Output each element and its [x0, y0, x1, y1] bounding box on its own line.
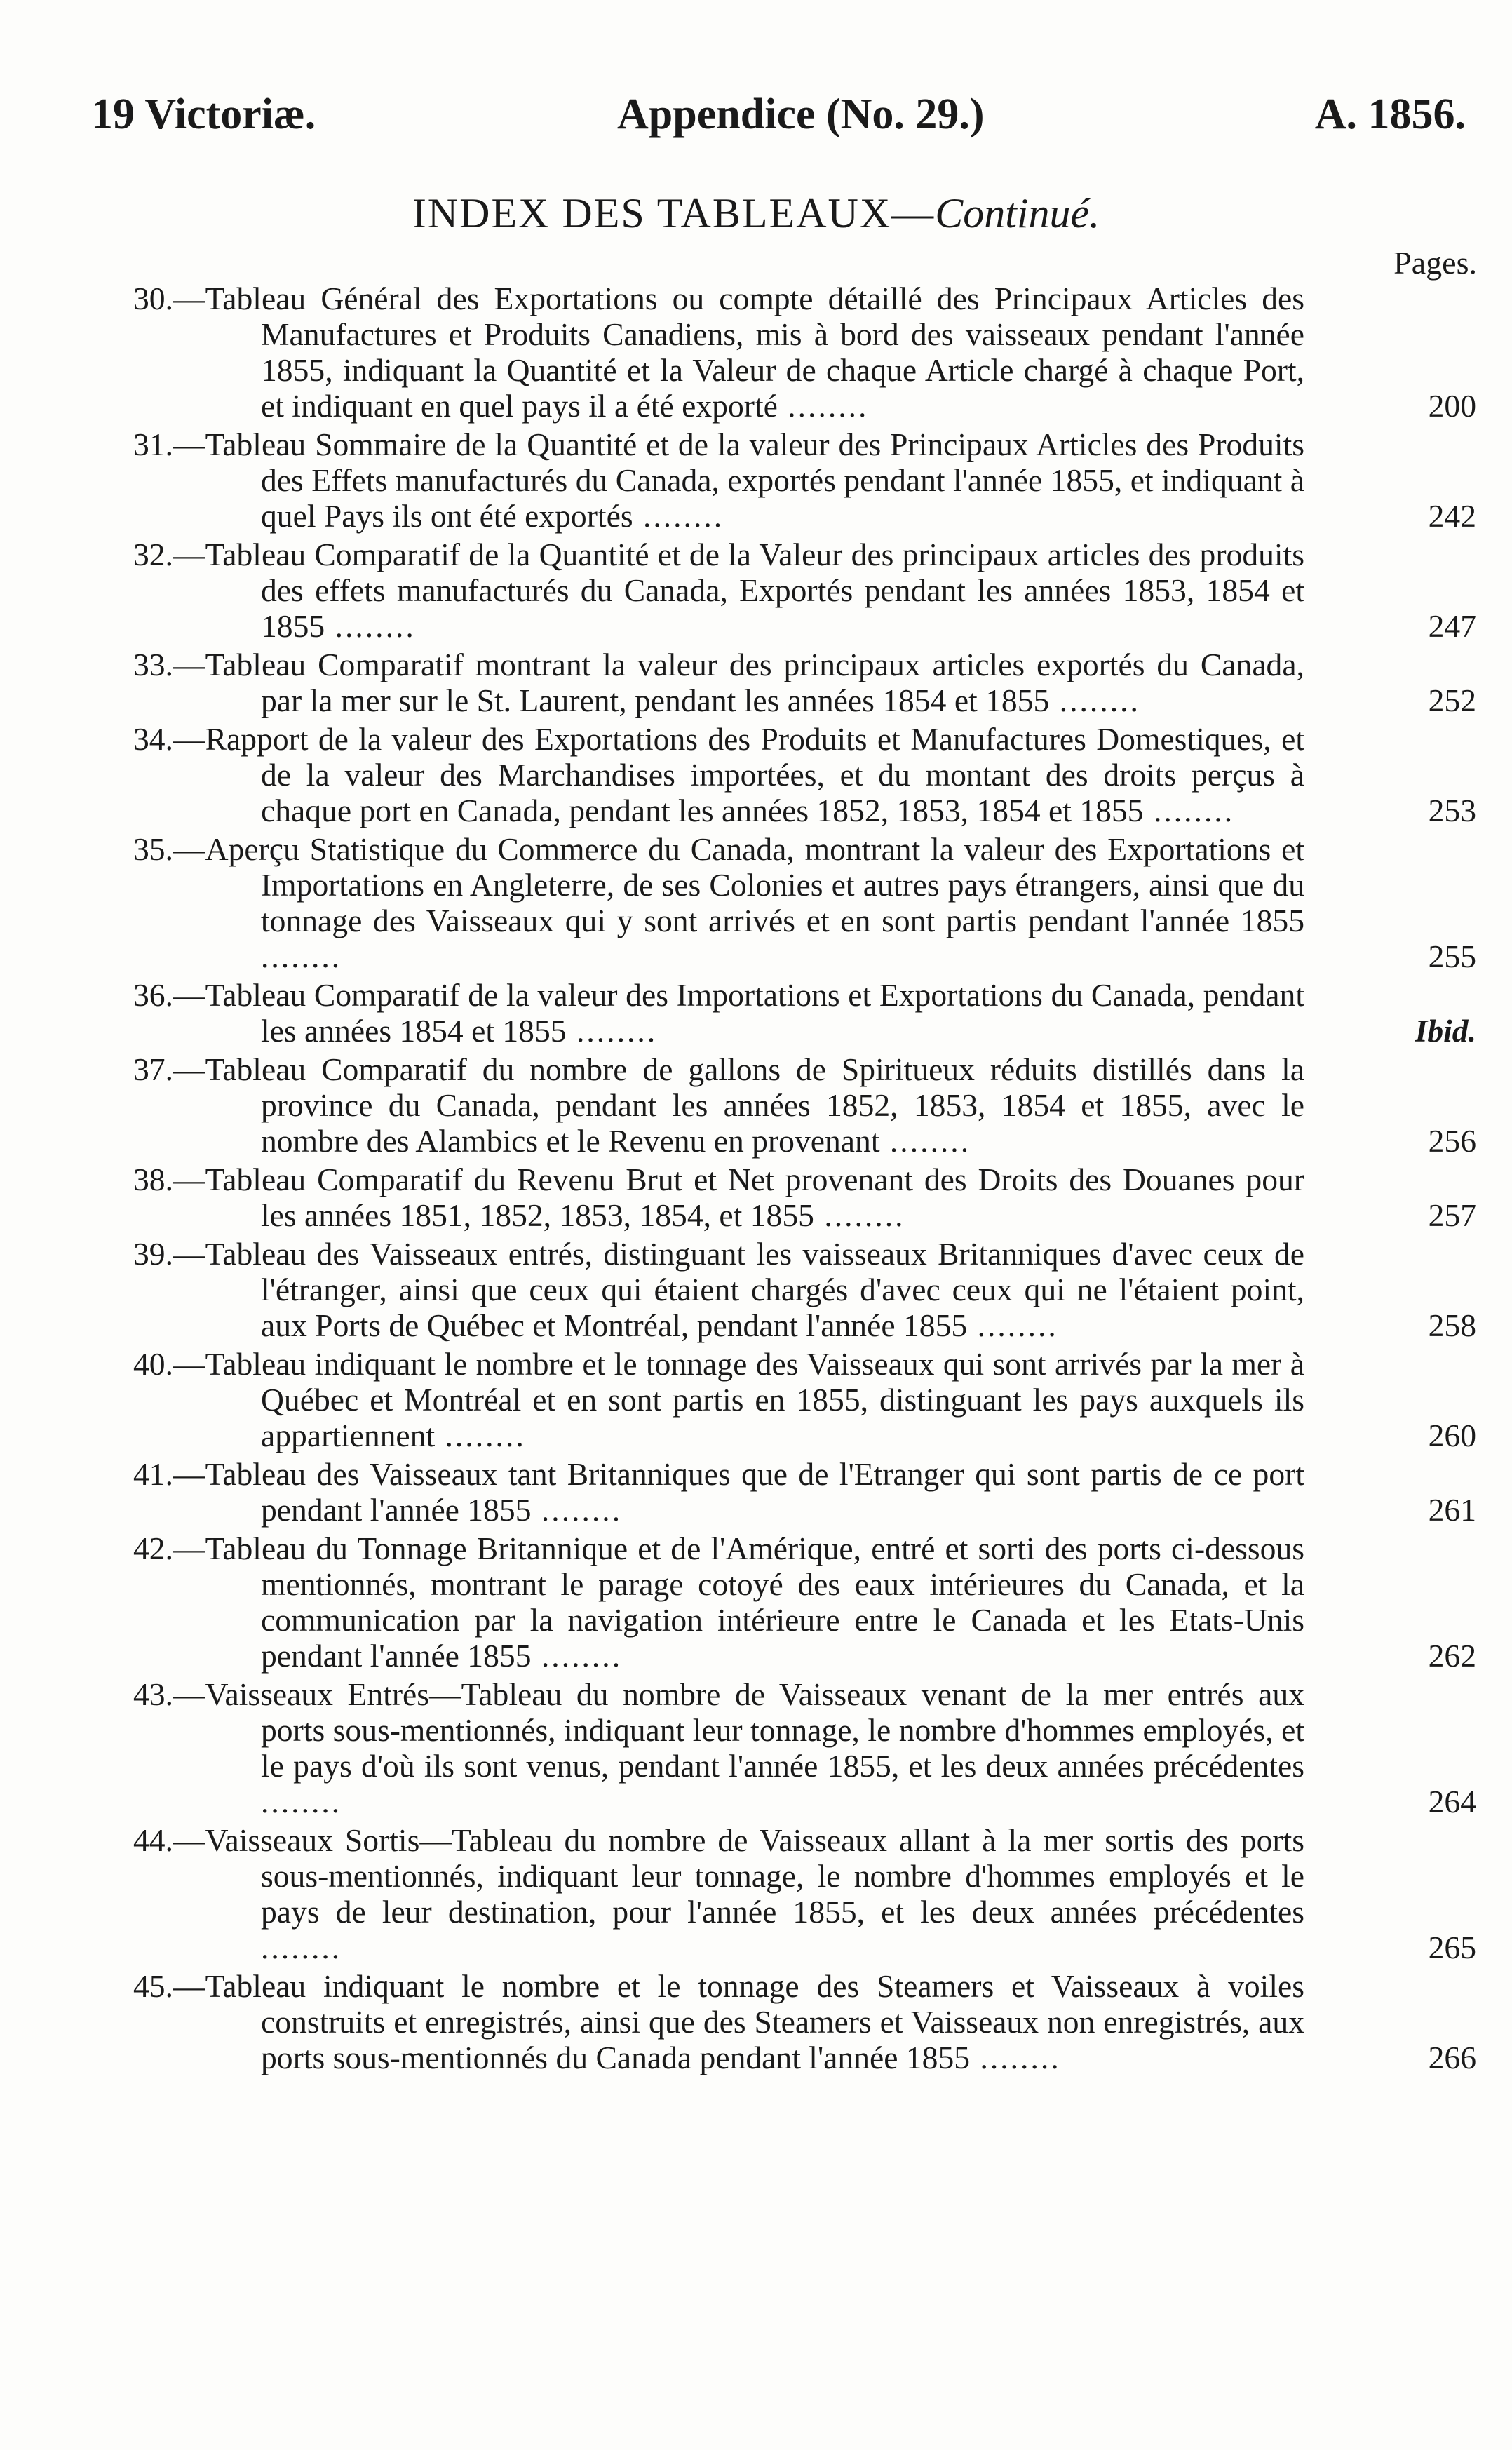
entry-title: Aperçu Statistique du Commerce du Canada, montrant la valeur des Exportations et Importations en Angleterre, de ses Colonies et autres pays étrangers, ainsi que du tonnage des Vaisseaux qui y sont arrivés et en sont partis pendant l'année 1855	[205, 831, 1304, 938]
entry-body	[133, 1236, 1304, 1343]
entry-page-number: 242	[1428, 498, 1476, 534]
header-year: A. 1856.	[1314, 90, 1466, 138]
entry-number: 39.—	[133, 1236, 205, 1272]
entry-number: 45.—	[133, 1968, 205, 2004]
entry-title: Vaisseaux Sortis—Tableau du nombre de Vaisseaux allant à la mer sortis des ports sous-mentionnés, indiquant leur tonnage, le nombre d'hommes employés et le pays de leur destination, pour l'année 1855, et les deux années précédentes	[205, 1822, 1304, 1930]
entry-number: 35.—	[133, 831, 205, 867]
entry-page-number: 252	[1428, 682, 1476, 718]
dot-leaders: ........	[261, 938, 342, 974]
index-entry	[133, 977, 1476, 1049]
entry-body	[133, 1456, 1304, 1528]
index-entry	[133, 831, 1476, 974]
index-entry	[133, 1346, 1476, 1453]
entry-page-number: 258	[1428, 1307, 1476, 1343]
entry-number: 41.—	[133, 1456, 205, 1492]
entry-number: 30.—	[133, 281, 205, 316]
entry-page-number: 256	[1428, 1123, 1476, 1159]
entry-body	[133, 281, 1304, 424]
dot-leaders: ........	[970, 2040, 1061, 2075]
entry-title: Tableau Comparatif de la Quantité et de la Valeur des principaux articles des produits des effets manufacturés du Canada, Exportés pendant les années 1853, 1854 et 1855	[205, 537, 1304, 644]
index-entry	[133, 1236, 1476, 1343]
entry-title: Rapport de la valeur des Exportations des Produits et Manufactures Domestiques, et de la valeur des Marchandises importées, et du montant des droits perçus à chaque port en Canada, pendant les années 1852, 1853, 1854 et 1855	[205, 721, 1304, 828]
entry-body	[133, 1162, 1304, 1233]
dot-leaders: ........	[325, 608, 416, 644]
index-entry	[133, 537, 1476, 644]
dot-leaders: ........	[435, 1418, 526, 1453]
entry-body	[133, 647, 1304, 718]
entry-number: 33.—	[133, 647, 205, 682]
entry-title: Tableau Comparatif montrant la valeur des principaux articles exportés du Canada, par la mer sur le St. Laurent, pendant les années 1854 et 1855	[205, 647, 1304, 718]
entry-page-number: 253	[1428, 793, 1476, 828]
index-entries	[133, 281, 1476, 2078]
entry-page-number: 200	[1428, 388, 1476, 424]
header-session: 19 Victoriæ.	[91, 90, 316, 138]
dot-leaders: ........	[1049, 682, 1140, 718]
entry-title: Tableau Sommaire de la Quantité et de la valeur des Principaux Articles des Produits des Effets manufacturés du Canada, exportés pendant l'année 1855, et indiquant à quel Pays ils ont été exportés	[205, 426, 1304, 534]
entry-page-number: 265	[1428, 1930, 1476, 1965]
entry-number: 32.—	[133, 537, 205, 572]
entry-page-number: 255	[1428, 938, 1476, 974]
dot-leaders: ........	[261, 1930, 342, 1965]
entry-page-number: 264	[1428, 1784, 1476, 1819]
entry-body	[133, 426, 1304, 534]
entry-number: 40.—	[133, 1346, 205, 1382]
entry-title: Tableau du Tonnage Britannique et de l'Amérique, entré et sorti des ports ci-dessous mentionnés, montrant le parage cotoyé des eaux intérieures du Canada, et la communication par la navigation intérieure entre le Canada et les Etats-Unis pendant l'année 1855	[205, 1530, 1304, 1674]
entry-body	[133, 977, 1304, 1049]
entry-title: Tableau Général des Exportations ou compte détaillé des Principaux Articles des Manufactures et Produits Canadiens, mis à bord des vaisseaux pendant l'année 1855, indiquant la Quantité et la Valeur de chaque Article chargé à chaque Port, et indiquant en quel pays il a été exporté	[205, 281, 1304, 424]
index-entry	[133, 647, 1476, 718]
entry-body	[133, 831, 1304, 974]
index-entry	[133, 426, 1476, 534]
entry-body	[133, 721, 1304, 828]
entry-number: 36.—	[133, 977, 205, 1013]
title-main: INDEX DES TABLEAUX—	[412, 190, 936, 236]
entry-page-number: Ibid.	[1415, 1013, 1476, 1049]
dot-leaders: ........	[814, 1197, 905, 1233]
entry-body	[133, 1051, 1304, 1159]
index-entry	[133, 1456, 1476, 1528]
dot-leaders: ........	[566, 1013, 658, 1049]
title-continued: Continué.	[935, 190, 1100, 236]
entry-body	[133, 1530, 1304, 1674]
entry-body	[133, 537, 1304, 644]
entry-body	[133, 1822, 1304, 1965]
entry-title: Tableau indiquant le nombre et le tonnage des Vaisseaux qui sont arrivés par la mer à Québec et Montréal et en sont partis en 1855, distinguant les pays auxquels ils appartiennent	[205, 1346, 1304, 1453]
index-entry	[133, 281, 1476, 424]
dot-leaders: ........	[531, 1638, 623, 1674]
entry-page-number: 247	[1428, 608, 1476, 644]
entry-title: Tableau Comparatif de la valeur des Importations et Exportations du Canada, pendant les années 1854 et 1855	[205, 977, 1304, 1049]
pages-column-label: Pages.	[1393, 245, 1477, 281]
dot-leaders: ........	[531, 1492, 623, 1528]
index-entry	[133, 1968, 1476, 2075]
entry-body	[133, 1346, 1304, 1453]
index-entry	[133, 1051, 1476, 1159]
entry-title: Tableau des Vaisseaux entrés, distinguant les vaisseaux Britanniques d'avec ceux de l'étranger, ainsi que ceux qui étaient chargés d'avec ceux qui ne l'étaient point, aux Ports de Québec et Montréal, pendant l'année 1855	[205, 1236, 1304, 1343]
index-entry	[133, 1676, 1476, 1819]
entry-number: 43.—	[133, 1676, 205, 1712]
header-appendix: Appendice (No. 29.)	[617, 90, 985, 138]
index-entry	[133, 721, 1476, 828]
dot-leaders: ........	[261, 1784, 342, 1819]
running-header	[91, 90, 1466, 153]
entry-page-number: 262	[1428, 1638, 1476, 1674]
dot-leaders: ........	[633, 498, 724, 534]
page-title	[0, 189, 1512, 238]
entry-number: 38.—	[133, 1162, 205, 1197]
entry-page-number: 260	[1428, 1418, 1476, 1453]
dot-leaders: ........	[879, 1123, 971, 1159]
entry-title: Vaisseaux Entrés—Tableau du nombre de Vaisseaux venant de la mer entrés aux ports sous-mentionnés, indiquant leur tonnage, le nombre d'hommes employés, et le pays d'où ils sont venus, pendant l'année 1855, et les deux années précédentes	[205, 1676, 1304, 1784]
dot-leaders: ........	[777, 388, 869, 424]
dot-leaders: ........	[967, 1307, 1058, 1343]
entry-number: 42.—	[133, 1530, 205, 1566]
entry-page-number: 266	[1428, 2040, 1476, 2075]
entry-body	[133, 1968, 1304, 2075]
entry-body	[133, 1676, 1304, 1819]
entry-title: Tableau indiquant le nombre et le tonnage des Steamers et Vaisseaux à voiles construits et enregistrés, ainsi que des Steamers et Vaisseaux non enregistrés, aux ports sous-mentionnés du Canada pendant l'année 1855	[205, 1968, 1304, 2075]
entry-number: 37.—	[133, 1051, 205, 1087]
dot-leaders: ........	[1143, 793, 1235, 828]
entry-number: 34.—	[133, 721, 205, 757]
entry-title: Tableau des Vaisseaux tant Britanniques que de l'Etranger qui sont partis de ce port pendant l'année 1855	[205, 1456, 1304, 1528]
entry-number: 31.—	[133, 426, 205, 462]
entry-title: Tableau Comparatif du Revenu Brut et Net provenant des Droits des Douanes pour les années 1851, 1852, 1853, 1854, et 1855	[205, 1162, 1304, 1233]
index-entry	[133, 1162, 1476, 1233]
entry-page-number: 257	[1428, 1197, 1476, 1233]
index-entry	[133, 1822, 1476, 1965]
index-entry	[133, 1530, 1476, 1674]
entry-title: Tableau Comparatif du nombre de gallons de Spiritueux réduits distillés dans la province du Canada, pendant les années 1852, 1853, 1854 et 1855, avec le nombre des Alambics et le Revenu en provenant	[205, 1051, 1304, 1159]
entry-number: 44.—	[133, 1822, 205, 1858]
entry-page-number: 261	[1428, 1492, 1476, 1528]
